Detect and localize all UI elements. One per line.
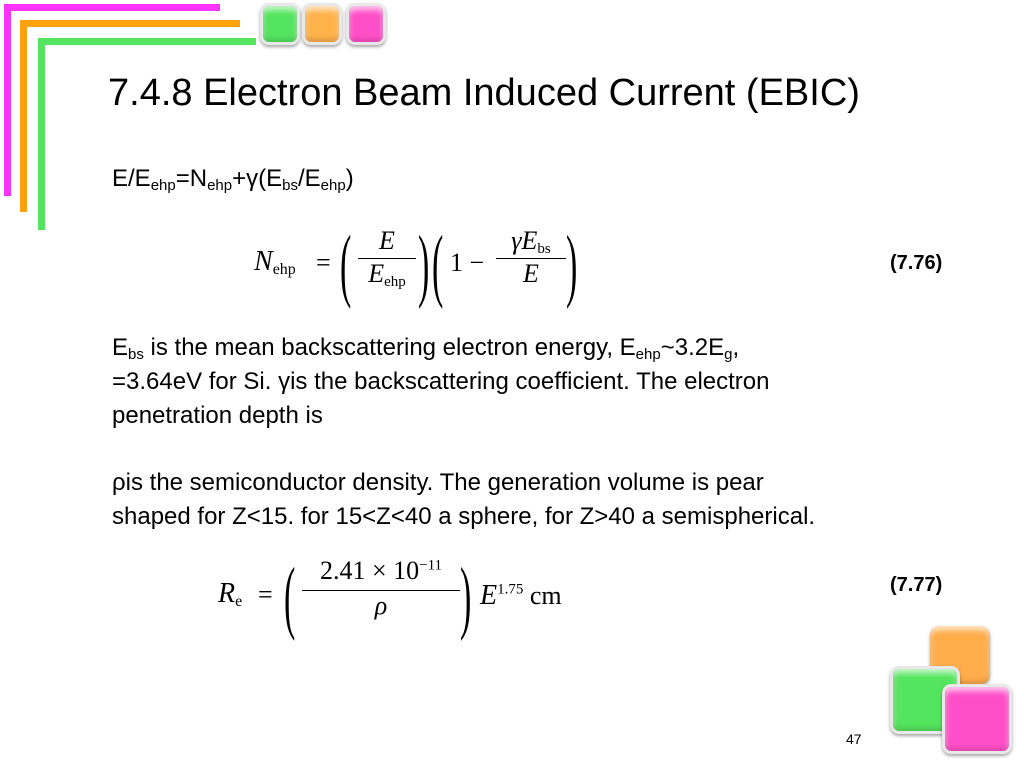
orange-square-icon (302, 3, 342, 45)
equation-number: (7.76) (890, 252, 943, 274)
orange-line-v (20, 20, 27, 212)
page-title: 7.4.8 Electron Beam Induced Current (EBIC) (108, 72, 860, 114)
green-square-icon (260, 3, 300, 45)
green-line-h (38, 38, 256, 45)
equation-number: (7.77) (890, 574, 943, 596)
orange-line-h (20, 20, 240, 27)
magenta-line-v (4, 4, 11, 196)
pink-square-icon (942, 684, 1012, 754)
green-line-v (38, 38, 45, 230)
pink-square-icon (346, 3, 386, 45)
magenta-line-h (4, 4, 220, 11)
slide-number: 47 (846, 731, 862, 747)
paragraph-backscattering: $E_{bs}$ is the mean backscattering electron energy, $E_{ehp}\sim 3.2E_g$, =3.64eV for Si. γis the backscattering coefficient. The electron penetration depth is (112, 334, 770, 429)
energy-relation: $E/E_{ehp}=N_{ehp}+\gamma(E_{bs}/E_{ehp})$ (112, 165, 354, 194)
paragraph-generation-volume: ρis the semiconductor density. The generation volume is pear shaped for Z<15. for 15<Z<40 a sphere, for Z>40 a semispherical. (112, 469, 816, 530)
